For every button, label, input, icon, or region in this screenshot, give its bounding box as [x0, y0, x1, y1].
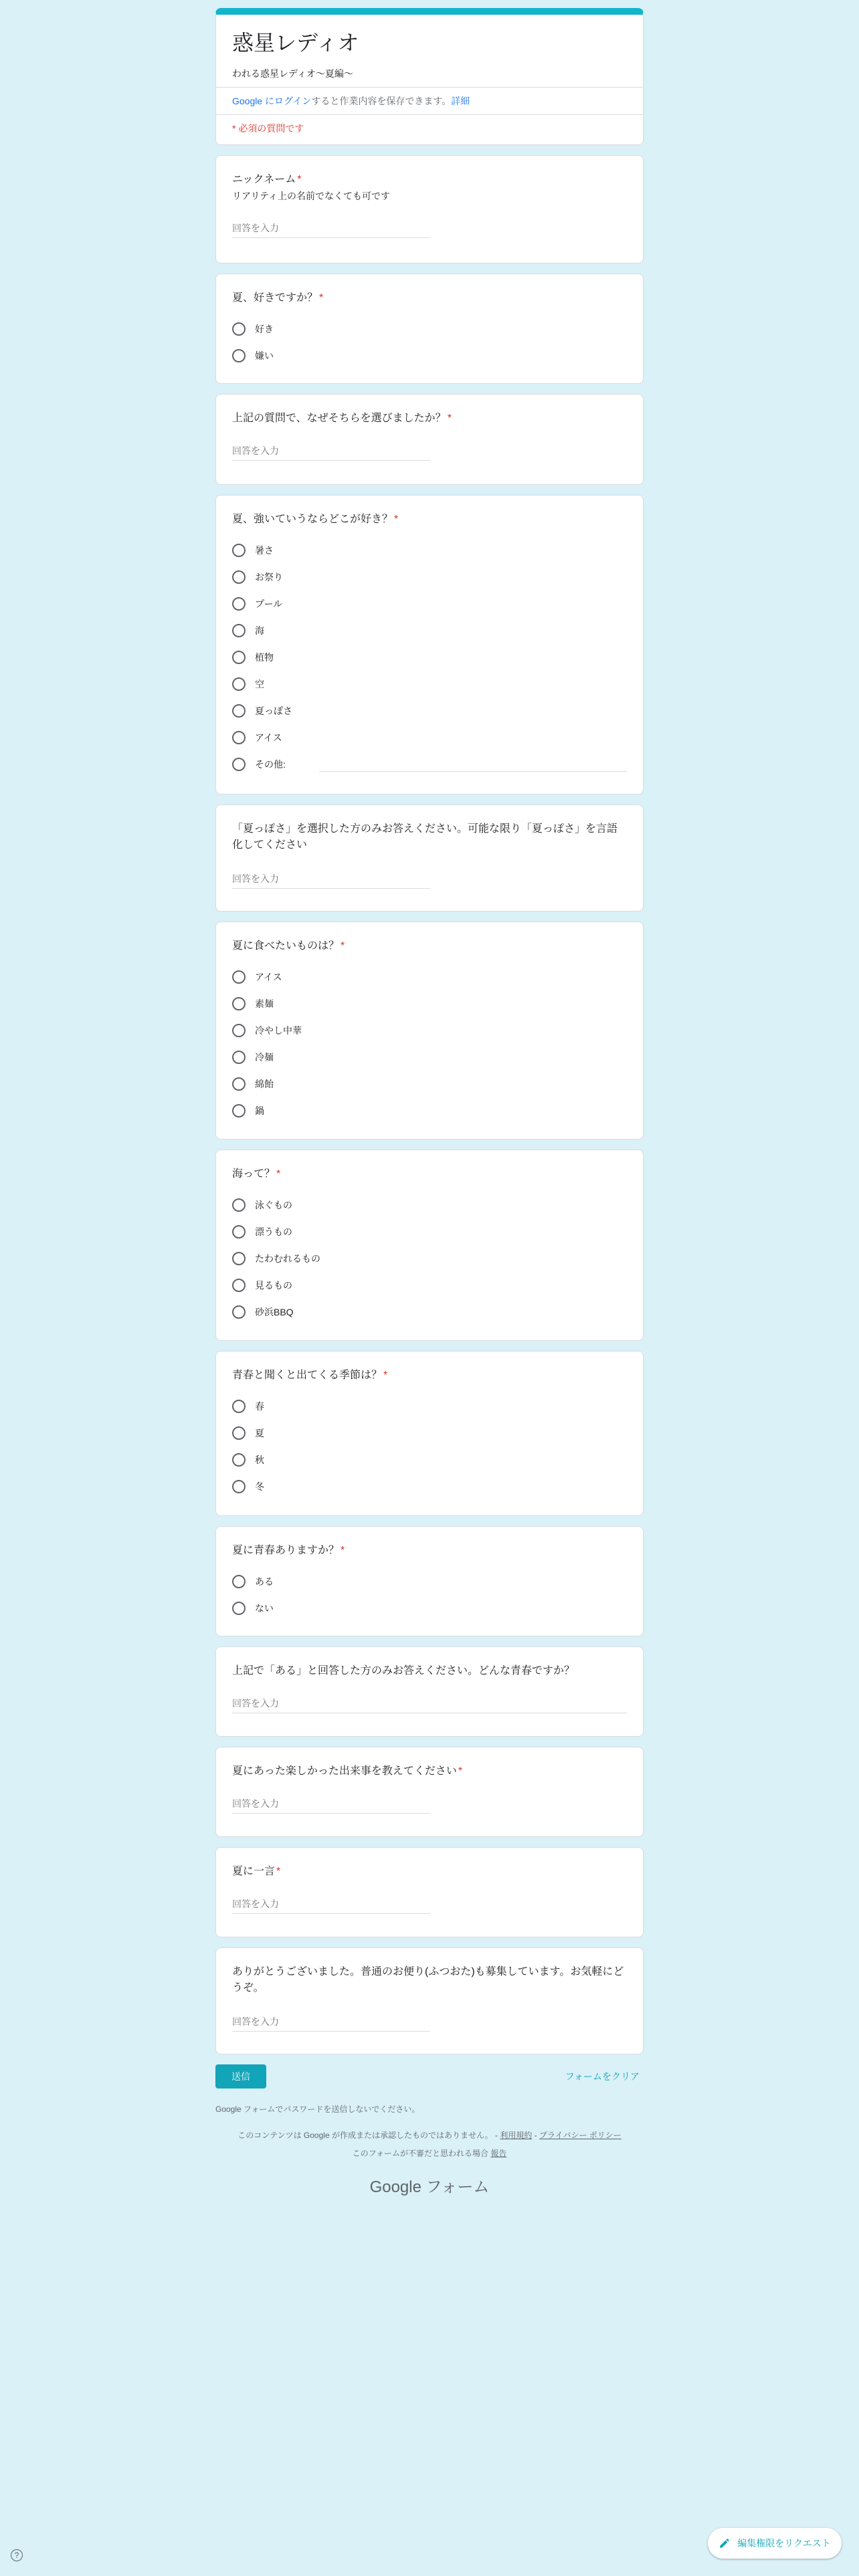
radio-button[interactable]	[232, 597, 246, 611]
answer-input[interactable]	[232, 1893, 430, 1914]
question-card	[215, 495, 644, 794]
radio-button[interactable]	[232, 970, 246, 984]
form-description: われる惑星レディオ〜夏編〜	[232, 68, 353, 79]
radio-group	[232, 964, 627, 1124]
question-title: ありがとうございました。普通のお便り(ふつおた)も募集しています。お気軽にどうぞ。	[232, 1966, 624, 1994]
radio-option[interactable]: たわむれるもの	[232, 1245, 627, 1272]
radio-button[interactable]	[232, 570, 246, 584]
radio-option[interactable]: 見るもの	[232, 1272, 627, 1299]
question-title: 海って？ *	[232, 1168, 281, 1180]
question-card	[215, 922, 644, 1140]
radio-button[interactable]	[232, 1024, 246, 1037]
question-title: 夏に青春ありますか？ *	[232, 1545, 345, 1556]
radio-option[interactable]: アイス	[232, 724, 627, 751]
radio-option[interactable]: 嫌い	[232, 342, 627, 369]
radio-group	[232, 316, 627, 369]
answer-input[interactable]	[232, 440, 430, 461]
radio-option[interactable]: 冷麺	[232, 1044, 627, 1071]
radio-button[interactable]	[232, 731, 246, 744]
radio-option[interactable]: 空	[232, 671, 627, 697]
submit-button[interactable]: 送信	[215, 2064, 266, 2088]
question-card	[215, 1646, 644, 1737]
radio-button[interactable]	[232, 624, 246, 637]
radio-option[interactable]: 暑さ	[232, 537, 627, 564]
radio-button[interactable]	[232, 1602, 246, 1615]
question-title: 夏にあった楽しかった出来事を教えてください *	[232, 1765, 463, 1777]
clear-form-button[interactable]: フォームをクリア	[565, 2071, 640, 2082]
radio-button[interactable]	[232, 1400, 246, 1413]
radio-option[interactable]: 砂浜BBQ	[232, 1299, 627, 1325]
question-title: 「夏っぽさ」を選択した方のみお答えください。可能な限り「夏っぽさ」を言語化してください	[232, 823, 618, 851]
radio-button[interactable]	[232, 1225, 246, 1239]
radio-group	[232, 537, 627, 778]
radio-option[interactable]: 秋	[232, 1446, 627, 1473]
radio-button[interactable]	[232, 1051, 246, 1064]
radio-button[interactable]	[232, 1279, 246, 1292]
request-edit-button[interactable]	[708, 2528, 842, 2559]
radio-option[interactable]: お祭り	[232, 564, 627, 591]
radio-option[interactable]: 鍋	[232, 1097, 627, 1124]
form-actions	[215, 2064, 644, 2088]
answer-input[interactable]	[232, 217, 430, 238]
radio-option[interactable]: 素麺	[232, 990, 627, 1017]
answer-input[interactable]	[232, 1793, 430, 1814]
radio-button[interactable]	[232, 704, 246, 718]
request-edit-label: 編集権限をリクエスト	[737, 2538, 831, 2549]
radio-option[interactable]: 海	[232, 617, 627, 644]
question-description: リアリティ上の名前でなくても可です	[232, 191, 391, 201]
help-icon[interactable]: ?	[11, 2549, 23, 2561]
radio-button[interactable]	[232, 322, 246, 336]
disclaimer: このコンテンツは Google が作成または承認したものではありません。 - 利用規約 - プライバシー ポリシー	[237, 2131, 622, 2140]
login-row	[216, 87, 643, 114]
question-card	[215, 1351, 644, 1516]
radio-button[interactable]	[232, 1077, 246, 1091]
radio-option[interactable]: 漂うもの	[232, 1218, 627, 1245]
pencil-icon	[719, 2537, 731, 2549]
radio-button[interactable]	[232, 677, 246, 691]
question-card	[215, 804, 644, 911]
login-detail-link[interactable]: 詳細	[451, 96, 470, 106]
question-card	[215, 1150, 644, 1341]
login-text: すると作業内容を保存できます。	[311, 96, 452, 106]
radio-option[interactable]: 泳ぐもの	[232, 1192, 627, 1218]
report-link[interactable]: 報告	[490, 2149, 507, 2158]
report-row: このフォームが不審だと思われる場合 報告	[352, 2149, 507, 2158]
radio-button[interactable]	[232, 349, 246, 362]
radio-option[interactable]: 夏	[232, 1420, 627, 1446]
radio-option[interactable]: 植物	[232, 644, 627, 671]
answer-input[interactable]	[232, 1693, 627, 1713]
radio-option[interactable]: 綿飴	[232, 1071, 627, 1097]
radio-button[interactable]	[232, 758, 246, 771]
radio-option[interactable]: ない	[232, 1595, 627, 1622]
question-title: 夏、強いていうならどこが好き？ *	[232, 514, 399, 525]
question-title: 夏に食べたいものは？ *	[232, 940, 345, 952]
question-card	[215, 1526, 644, 1636]
radio-button[interactable]	[232, 1305, 246, 1319]
radio-group	[232, 1393, 627, 1500]
form-container	[215, 8, 644, 2197]
radio-button[interactable]	[232, 1198, 246, 1212]
radio-option[interactable]: 好き	[232, 316, 627, 342]
question-card	[215, 394, 644, 485]
question-title: 上記で「ある」と回答した方のみお答えください。どんな青春ですか？	[232, 1665, 575, 1677]
other-text-input[interactable]	[319, 758, 627, 772]
google-forms-logo[interactable]: Google フォーム	[369, 2178, 490, 2196]
radio-group	[232, 1568, 627, 1622]
question-card	[215, 1947, 644, 2054]
radio-group	[232, 1192, 627, 1325]
question-card	[215, 155, 644, 263]
form-header-card	[215, 8, 644, 145]
radio-option[interactable]: アイス	[232, 964, 627, 990]
privacy-link[interactable]: プライバシー ポリシー	[539, 2131, 622, 2140]
radio-button[interactable]	[232, 1453, 246, 1467]
question-title: 上記の質問で、なぜそちらを選びましたか？ *	[232, 413, 452, 424]
answer-input[interactable]	[232, 868, 430, 889]
required-note: * 必須の質問です	[216, 114, 643, 144]
radio-button[interactable]	[232, 997, 246, 1010]
terms-link[interactable]: 利用規約	[500, 2131, 533, 2140]
radio-button[interactable]	[232, 1104, 246, 1117]
question-title: 夏に一言 *	[232, 1866, 281, 1877]
password-warning: Google フォームでパスワードを送信しないでください。	[215, 2105, 420, 2114]
radio-option[interactable]: ある	[232, 1568, 627, 1595]
question-card	[215, 1847, 644, 1937]
question-title: 夏、好きですか？ *	[232, 292, 324, 304]
radio-button[interactable]	[232, 544, 246, 557]
radio-option[interactable]: プール	[232, 591, 627, 617]
radio-button[interactable]	[232, 1252, 246, 1265]
radio-option-other[interactable]: その他:	[232, 751, 627, 778]
radio-option[interactable]: 冷やし中華	[232, 1017, 627, 1044]
radio-button[interactable]	[232, 651, 246, 664]
radio-button[interactable]	[232, 1480, 246, 1493]
question-title: 青春と聞くと出てくる季節は？ *	[232, 1370, 388, 1381]
radio-button[interactable]	[232, 1426, 246, 1440]
answer-input[interactable]	[232, 2011, 430, 2032]
question-card	[215, 1747, 644, 1837]
radio-option[interactable]: 春	[232, 1393, 627, 1420]
question-card	[215, 274, 644, 384]
radio-option[interactable]: 冬	[232, 1473, 627, 1500]
form-title: 惑星レディオ	[232, 31, 359, 55]
radio-option[interactable]: 夏っぽさ	[232, 697, 627, 724]
radio-button[interactable]	[232, 1575, 246, 1588]
question-title: ニックネーム *	[232, 174, 302, 185]
login-link[interactable]: Google にログイン	[232, 96, 312, 106]
